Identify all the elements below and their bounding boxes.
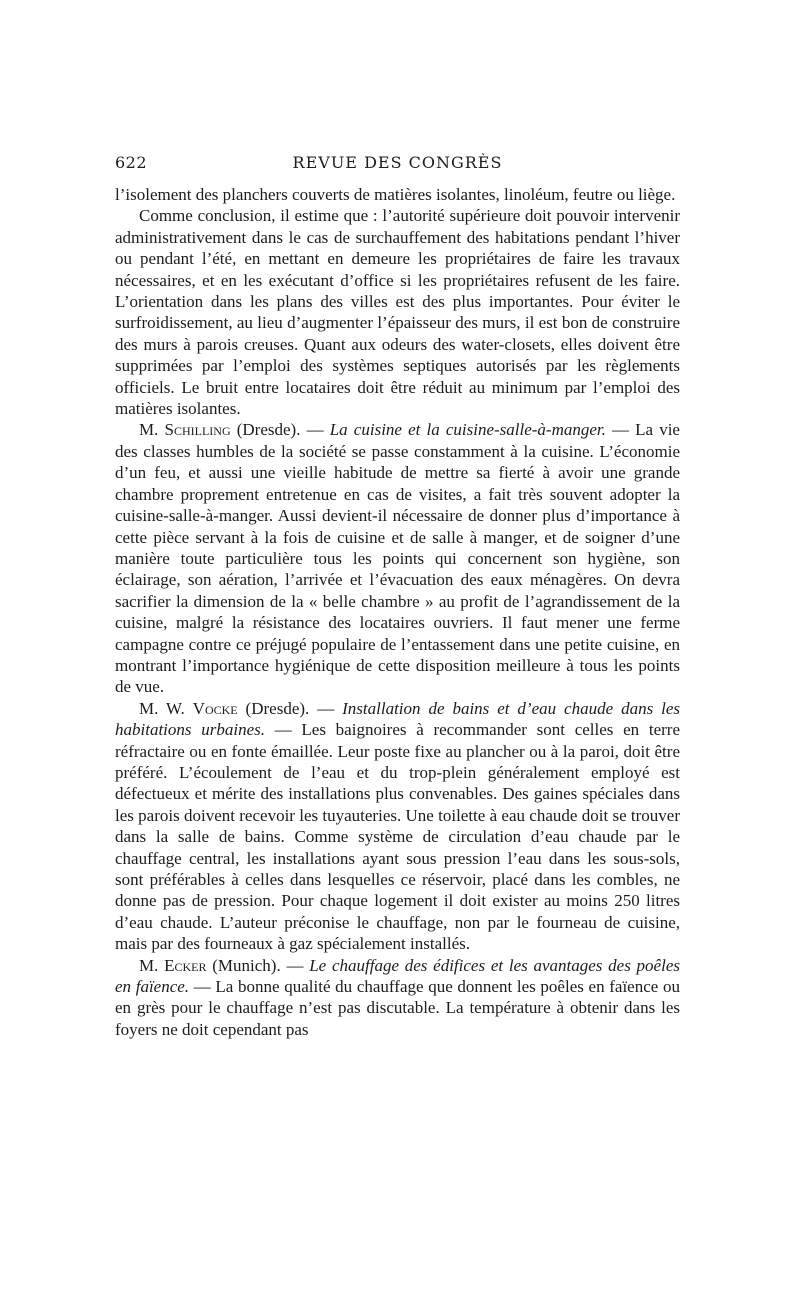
paper-title: Installation de bains et d’eau chaude dans les habitations urbaines.	[115, 698, 681, 740]
paragraph-text: — La vie des classes humbles de la société se passe constamment à la cuisine. L’économie d’un feu, et aussi une vieille habitude de mettre sa fierté à avoir une grande chambre proprement entretenue en cas de visites, a fait très souvent adopter la cuisine-salle-à-manger. Aussi devient-il nécessaire de donner plus d’importance à cette pièce servant à la fois de cuisine et de salle à manger, et de soigner d’une manière toute particulière tous les points qui concernent son hygiène, son éclairage, son aération, l’arrivée et l’évacuation des eaux ménagères. On devra sacrifier la dimension de la « belle chambre » au profit de l’agrandissement de la cuisine, malgré la résistance des locataires ouvriers. Il faut mener une ferme campagne contre ce préjugé populaire de l’entassement dans une petite cuisine, en montrant l’importance hygiénique de cette disposition meilleure à tous les points de vue.	[115, 420, 680, 697]
paragraph-continuation	[115, 184, 680, 205]
speaker-prefix: M. W.	[139, 698, 193, 718]
running-title: REVUE DES CONGRÈS	[292, 153, 503, 172]
article-body	[115, 184, 680, 1040]
paragraph-vocke	[115, 698, 680, 955]
author-place: (Dresde). —	[237, 698, 343, 718]
author-name: Vocke	[192, 698, 238, 718]
paragraph-text: l’isolement des planchers couverts de matières isolantes, linoléum, feutre ou liège.	[115, 185, 676, 204]
paragraph-text: Comme conclusion, il estime que : l’autorité supérieure doit pouvoir intervenir administrativement dans le cas de surchauffement des habitations pendant l’hiver ou pendant l’été, en mettant en demeure les propriétaires de faire les travaux nécessaires, et en les exécutant d’office si les propriétaires refusent de les faire. L’orientation dans les plans des villes est des plus importantes. Pour éviter le surfroidissement, au lieu d’augmenter l’épaisseur des murs, il est bon de construire des murs à parois creuses. Quant aux odeurs des water-closets, elles doivent être supprimées par l’emploi des systèmes septiques autorisés par les règlements officiels. Le bruit entre locataires doit être réduit au minimum par l’emploi des matières isolantes.	[115, 206, 680, 419]
author-name: Schilling	[164, 420, 231, 440]
speaker-prefix: M.	[139, 420, 165, 440]
paragraph-ecker	[115, 955, 680, 1041]
paragraph-text: — Les baignoires à recommander sont celles en terre réfractaire ou en fonte émaillée. Leur poste fixe au plancher ou à la paroi, doit être préféré. L’écoulement de l’eau et du trop-plein généralement employé est défectueux et mérite des installations plus convenables. Des gaines spéciales dans les parois doivent recevoir les tuyauteries. Une toilette à eau chaude doit se trouver dans la salle de bains. Comme système de circulation d’eau chaude par le chauffage central, les installations ayant sous pression l’eau dans les sous-sols, sont préférables à celles dans lesquelles ce réservoir, placé dans les combles, ne donne pas de pression. Pour chaque logement il doit exister au moins 250 litres d’eau chaude. L’auteur préconise le chauffage, non par le fourneau de cuisine, mais par des fourneaux à gaz spécialement installés.	[115, 720, 680, 954]
paragraph-schilling	[115, 419, 680, 697]
paper-title: La cuisine et la cuisine-salle-à-manger.	[329, 420, 606, 440]
paragraph-text: — La bonne qualité du chauffage que donnent les poêles en faïence ou en grès pour le chauffage n’est pas discutable. La température à obtenir dans les foyers ne doit cependant pas	[115, 977, 680, 1039]
author-place: (Munich). —	[206, 955, 310, 975]
page-header	[115, 147, 680, 175]
page-number: 622	[115, 153, 148, 172]
speaker-prefix: M.	[139, 955, 165, 975]
author-place: (Dresde). —	[230, 420, 330, 440]
paper-title: Le chauffage des édifices et les avantages des poêles en faïence.	[115, 955, 680, 997]
author-name: Ecker	[164, 955, 207, 975]
paragraph-conclusion	[115, 205, 680, 419]
